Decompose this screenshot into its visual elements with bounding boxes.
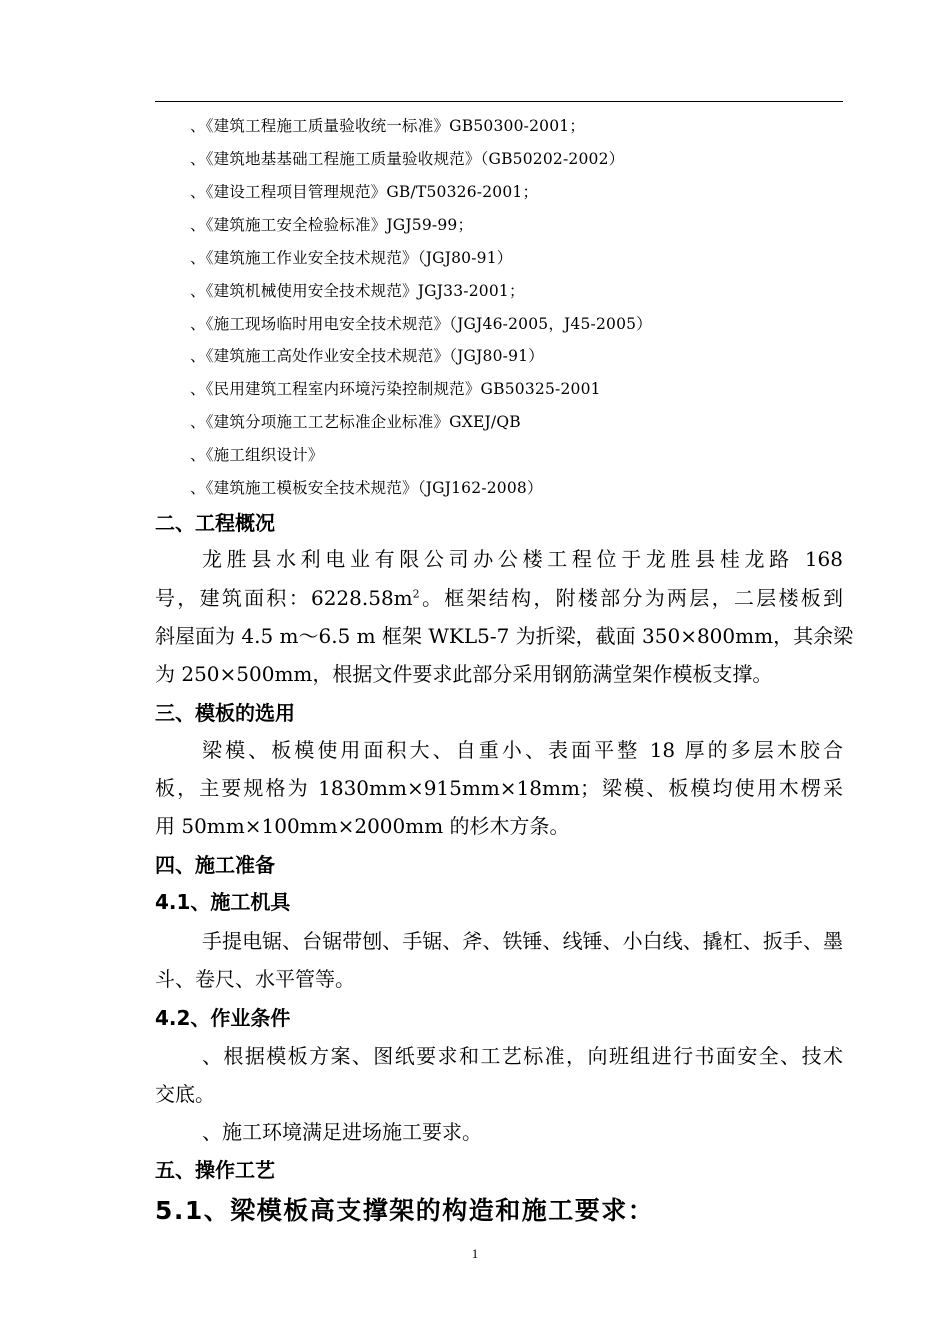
reference-item: 、《建筑地基基础工程施工质量验收规范》（GB50202-2002） bbox=[190, 150, 625, 168]
structure-text: 。框架结构，附楼部分为两层，二层楼板到 bbox=[419, 586, 844, 610]
paragraph-line: 斗、卷尺、水平管等。 bbox=[155, 967, 355, 991]
subsection-heading-tools: 4.1、施工机具 bbox=[155, 890, 291, 914]
reference-item: 、《建筑机械使用安全技术规范》JGJ33-2001； bbox=[190, 282, 525, 300]
section-heading-process: 五、操作工艺 bbox=[155, 1158, 275, 1182]
section-heading-formwork: 三、模板的选用 bbox=[155, 701, 295, 725]
paragraph-line: 用 50mm×100mm×2000mm 的杉木方条。 bbox=[155, 814, 570, 838]
subsection-heading-support: 5.1、梁模板高支撑架的构造和施工要求： bbox=[155, 1196, 655, 1225]
paragraph-line: 手提电锯、台锯带刨、手锯、斧、铁锤、线锤、小白线、撬杠、扳手、墨 bbox=[202, 929, 843, 953]
reference-item: 、《民用建筑工程室内环境污染控制规范》GB50325-2001 bbox=[190, 380, 601, 398]
paragraph-line: 板，主要规格为 1830mm×915mm×18mm；梁模、板模均使用木楞采 bbox=[155, 776, 843, 800]
reference-item: 、《建设工程项目管理规范》GB/T50326-2001； bbox=[190, 183, 539, 201]
subsection-heading-conditions: 4.2、作业条件 bbox=[155, 1006, 291, 1030]
paragraph-line: 、根据模板方案、图纸要求和工艺标准，向班组进行书面安全、技术 bbox=[202, 1044, 843, 1068]
reference-item: 、《建筑施工安全检验标准》JGJ59-99； bbox=[190, 216, 474, 234]
header-rule bbox=[155, 101, 843, 102]
paragraph-line: 、施工环境满足进场施工要求。 bbox=[202, 1120, 482, 1144]
paragraph-line bbox=[155, 583, 843, 613]
paragraph-line: 梁模、板模使用面积大、自重小、表面平整 18 厚的多层木胶合 bbox=[202, 738, 843, 762]
reference-item: 、《建筑工程施工质量验收统一标准》GB50300-2001； bbox=[190, 117, 586, 135]
reference-item: 、《建筑施工作业安全技术规范》（JGJ80-91） bbox=[190, 249, 513, 267]
paragraph-line: 为 250×500mm，根据文件要求此部分采用钢筋满堂架作模板支撑。 bbox=[155, 662, 773, 686]
reference-item: 、《施工组织设计》 bbox=[190, 446, 324, 464]
paragraph-line: 斜屋面为 4.5 m～6.5 m 框架 WKL5-7 为折梁，截面 350×800mm，其余梁 bbox=[155, 624, 854, 648]
reference-item: 、《建筑分项施工工艺标准企业标准》GXEJ/QB bbox=[190, 413, 521, 431]
section-heading-preparation: 四、施工准备 bbox=[155, 853, 275, 877]
reference-item: 、《建筑施工高处作业安全技术规范》（JGJ80-91） bbox=[190, 347, 544, 365]
reference-item: 、《施工现场临时用电安全技术规范》（JGJ46-2005，J45-2005） bbox=[190, 315, 652, 333]
area-text: 号，建筑面积：6228.58m bbox=[155, 586, 413, 610]
reference-item: 、《建筑施工模板安全技术规范》（JGJ162-2008） bbox=[190, 479, 543, 497]
paragraph-line: 龙胜县水利电业有限公司办公楼工程位于龙胜县桂龙路 168 bbox=[202, 547, 843, 571]
page-number: 1 bbox=[471, 1246, 479, 1261]
section-heading-overview: 二、工程概况 bbox=[155, 511, 275, 535]
paragraph-line: 交底。 bbox=[155, 1082, 215, 1106]
superscript: 2 bbox=[412, 587, 420, 601]
